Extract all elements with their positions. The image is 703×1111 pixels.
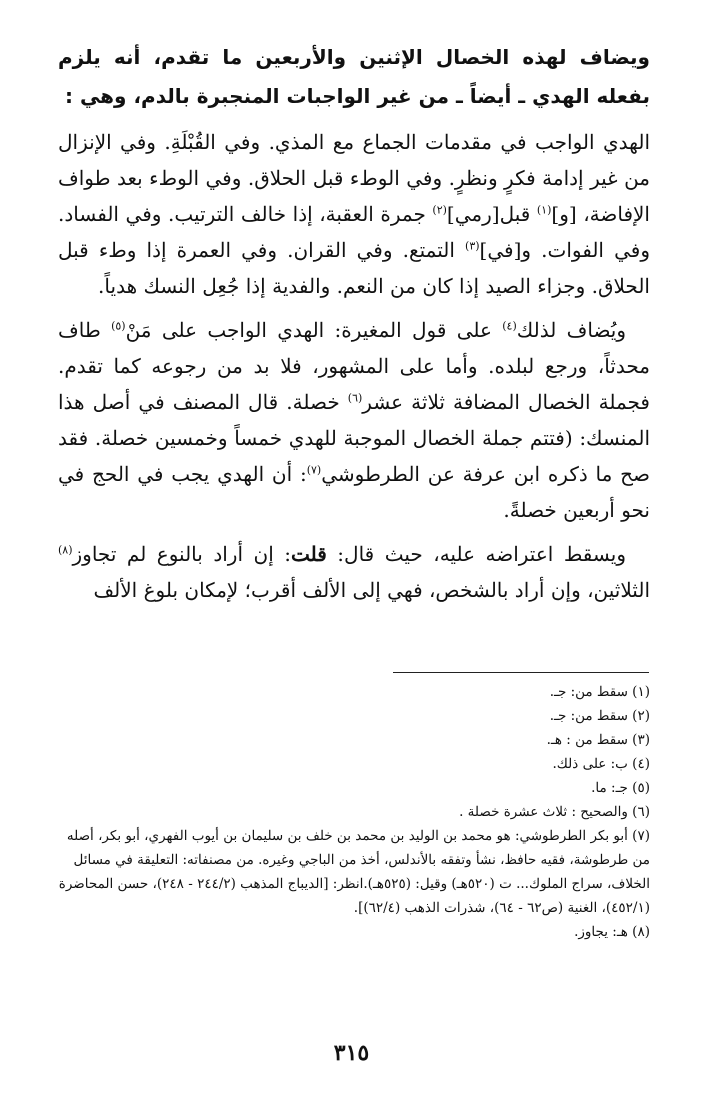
paragraph-2-text-b: على قول المغيرة: الهدي الواجب على مَنْ [125,318,503,342]
paragraph-3-text-a: ويسقط اعتراضه عليه، حيث قال: [326,542,626,566]
footnote-6: (٦) والصحيح : ثلاث عشرة خصلة . [459,804,650,820]
paragraph-1-text-b: قبل[رمي] [446,202,537,226]
page-number: ٣١٥ [333,1040,370,1066]
paragraph-2-text-e: : أن الهدي يجب في الحج في نحو أربعين خصلةً. [58,462,650,522]
footnote-8: (٨) هـ: يجاوز. [574,924,650,940]
footnote-2: (٢) سقط من: جـ. [549,708,650,724]
footnote-ref-5: (٥) [111,319,126,333]
footnotes [58,680,650,944]
paragraph-3-text-d: الثلاثين، وإن أراد بالشخص، فهي إلى الألف أقرب؛ لإمكان بلوغ الألف [93,578,650,602]
paragraph-1-text-d: التمتع. وفي القران. وفي العمرة إذا وطء قبل الحلاق. وجزاء الصيد إذا كان من النعم. والفدية إذا جُعِل النسك هدياً. [58,238,650,298]
paragraph-2-text-c: طاف محدثاً، ورجع لبلده. وأما على المشهور، فلا بد من رجوعه كما تقدم. فجملة الخصال المضافة ثلاثة عشر [58,318,650,414]
footnote-ref-6: (٦) [347,391,363,405]
paragraph-2-text-d: خصلة. قال المصنف في أصل هذا المنسك: (فتتم جملة الخصال الموجبة للهدي خمساً وخمسين خصلة. فقد صح ما ذكره ابن عرفة عن الطرطوشي [58,390,650,486]
footnote-1: (١) سقط من: جـ. [549,684,650,700]
footnote-3: (٣) سقط من : هـ. [546,732,650,748]
footnote-7: (٧) أبو بكر الطرطوشي: هو محمد بن الوليد بن محمد بن خلف بن سليمان بن أيوب الفهري، أبو بكر، أصله من طرطوشة، فقيه حافظ، نشأ وتفقه بالأندلس، أخذ من الباجي وغيره. من مصنفاته: التعليقة في مسائل الخلاف، سراج الملوك... ت (٥٢٠هـ) وقيل: (٥٢٥هـ).انظر: [الديباج المذهب (٢٤٤/٢ - ٢٤٨)، حسن المحاضرة (٤٥٢/١)، الغنية (ص٦٢ - ٦٤)، شذرات الذهب (٦٢/٤)]. [58,828,650,916]
footnote-ref-2: (٢) [432,203,447,217]
main-text [58,38,650,616]
footnote-ref-7: (٧) [306,463,322,477]
paragraph-2 [58,312,650,528]
paragraph-3-text-c: : إن أراد بالنوع لم تجاوز [72,542,291,566]
footnote-ref-1: (١) [536,203,552,217]
paragraph-2-text-a: ويُضاف لذلك [516,318,627,342]
footnote-ref-4: (٤) [502,319,517,333]
footnote-ref-8: (٨) [58,543,73,557]
footnote-5: (٥) جـ: ما. [591,780,650,796]
footnote-4: (٤) ب: على ذلك. [552,756,650,772]
paragraph-1-text-c: جمرة العقبة، إذا خالف الترتيب. وفي الفساد. وفي الفوات. و[في] [58,202,650,262]
paragraph-1 [58,124,650,304]
lead-paragraph: ويضاف لهذه الخصال الإثنين والأربعين ما تقدم، أنه يلزم بفعله الهدي ـ أيضاً ـ من غير الواجبات المنجبرة بالدم، وهي : [58,45,650,108]
paragraph-1-text-a: الهدي الواجب في مقدمات الجماع مع المذي. وفي القُبْلَةِ. وفي الإنزال من غير إدامة فكرٍ ونظرٍ. وفي الوطء قبل الحلاق. وفي الوطء بعد طواف الإفاضة، [و] [58,130,650,226]
paragraph-3 [58,536,650,608]
paragraph-3-bold-word: قلت [290,542,327,566]
footnote-separator [393,672,649,673]
footnote-ref-3: (٣) [465,239,480,253]
